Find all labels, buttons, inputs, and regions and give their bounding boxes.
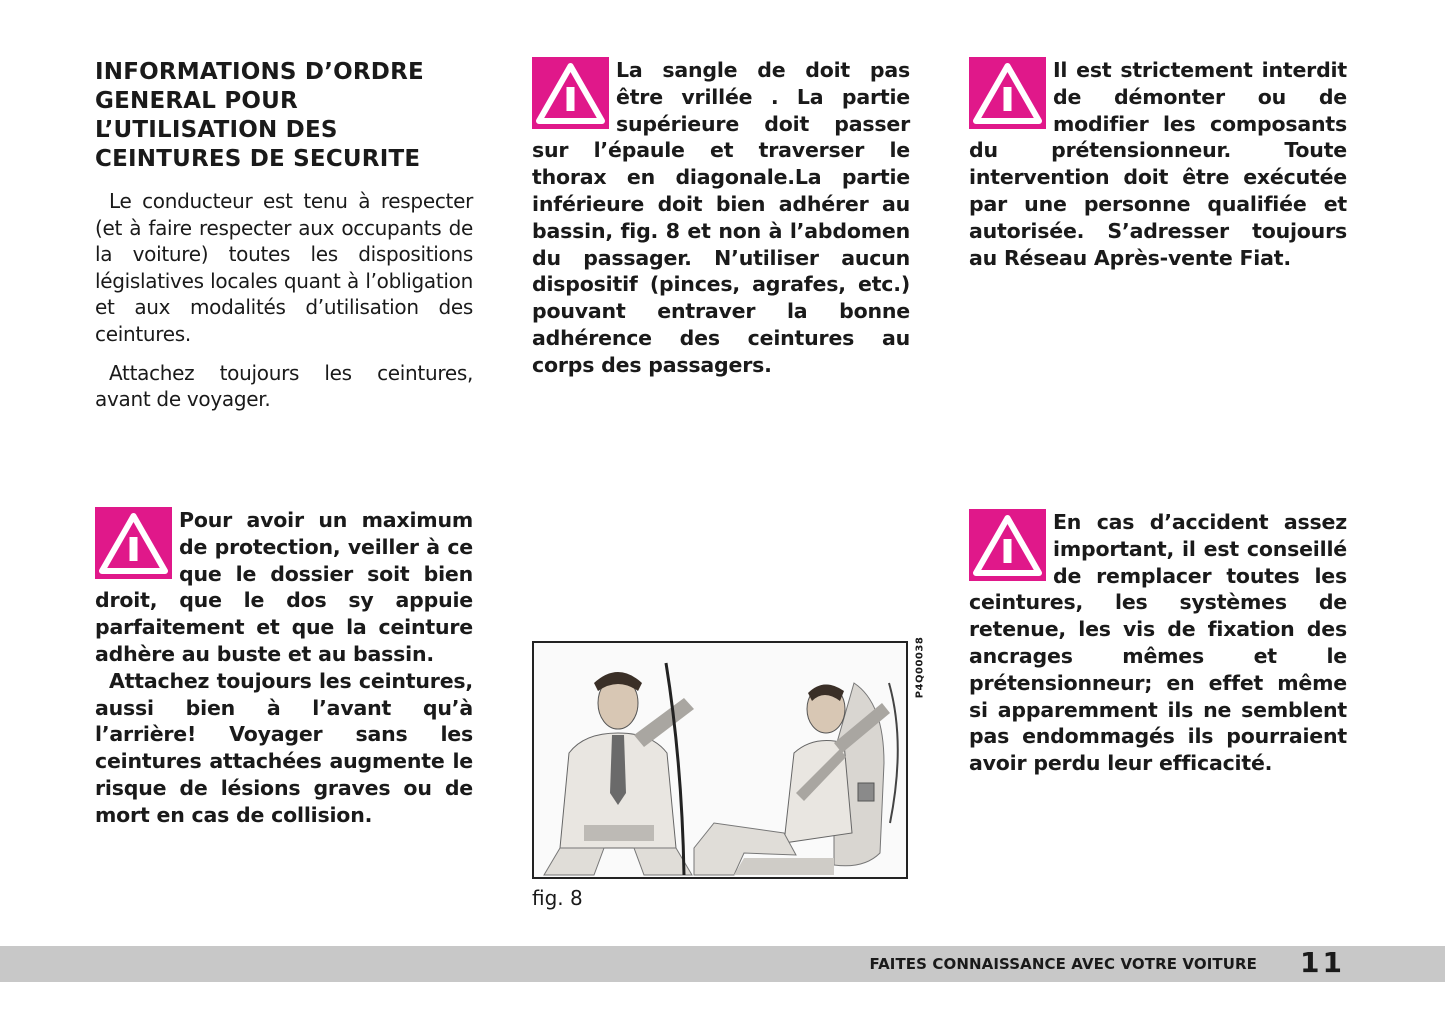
warning-accident-text: En cas d’accident assez important, il est conseillé de remplacer toutes les ceintures, les systèmes de retenue, les vis de fixation des ancrages mêmes et le prétensionneur; en effet même si apparemment ils ne semblent pas endommagés ils pourraient avoir perdu leur efficacité. — [969, 510, 1347, 776]
page-number: 11 — [1300, 946, 1345, 979]
general-info-section — [95, 58, 473, 425]
warning-triangle-icon — [969, 57, 1046, 129]
warning-pretensioner — [969, 57, 1347, 271]
warning-triangle-icon — [95, 507, 172, 579]
warning-protection — [95, 507, 473, 829]
warning-protection-text: Pour avoir un maximum de protection, veiller à ce que le dossier soit bien droit, que le dos sy appuie parfaitement et que la ceinture adhère au buste et au bassin. — [95, 508, 473, 666]
figure-code — [909, 636, 929, 700]
figure-caption: fig. 8 — [532, 886, 583, 910]
section-heading: INFORMATIONS D’ORDRE GENERAL POUR L’UTILISATION DES CEINTURES DE SECURITE — [95, 59, 424, 172]
warning-accident — [969, 509, 1347, 777]
warning-triangle-icon — [969, 509, 1046, 581]
warning-protection-text-2: Attachez toujours les ceintures, aussi bien à l’avant qu’à l’arrière! Voyager sans les ceintures attachées augmente le risque de lésions graves ou de mort en cas de collision. — [95, 668, 473, 827]
warning-strap-text: La sangle de doit pas être vrillée . La partie supérieure doit passer sur l’épaule et traverser le thorax en diagonale.La partie inférieure doit bien adhérer au bassin, fig. 8 et non à l’abdomen du passager. N’utiliser aucun dispositif (pinces, agrafes, etc.) pouvant entraver la bonne adhérence des ceintures au corps des passagers. — [532, 58, 910, 377]
page-footer — [0, 946, 1445, 982]
warning-strap — [532, 57, 910, 379]
paragraph-attach: Attachez toujours les ceintures, avant de voyager. — [95, 360, 473, 412]
footer-title: FAITES CONNAISSANCE AVEC VOTRE VOITURE — [869, 955, 1257, 973]
seatbelt-illustration — [532, 641, 908, 879]
warning-triangle-icon — [532, 57, 609, 129]
paragraph-obligations: Le conducteur est tenu à respecter (et à faire respecter aux occupants de la voiture) toutes les dispositions législatives locales quant à l’obligation et aux modalités d’utilisation des ceintures. — [95, 189, 473, 346]
figure-code-text: P4Q00038 — [914, 636, 926, 699]
seated-passengers-figure — [534, 643, 906, 877]
warning-pretensioner-text: Il est strictement interdit de démonter ou de modifier les composants du prétensionneur. Toute intervention doit être exécutée par une personne qualifiée et autorisée. S’adresser toujours au Réseau Après-vente Fiat. — [969, 58, 1347, 270]
